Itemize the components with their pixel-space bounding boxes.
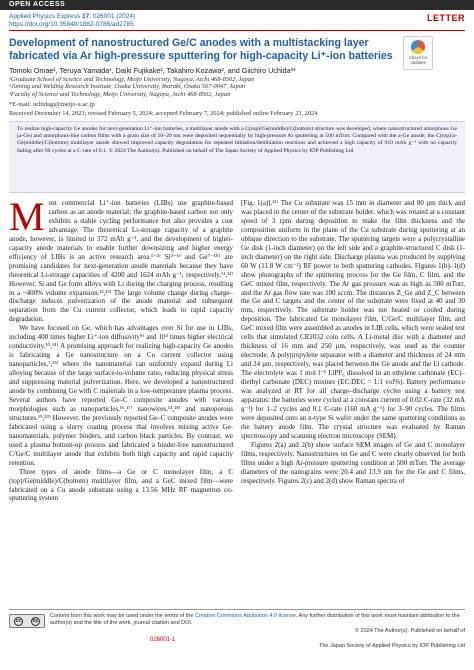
abstract-text: To realize high-capacity Ge anodes for next-generation Li⁺-ion batteries, a multilayer anode with a C(top)/Ge(middle)/C(bottom) structure was developed, where nanostructured amorphous Ge (a-Ge) and amorphous-like carbon films with a grain size of 10–20 nm were deposited sequentially by high-pressure Ar sputtering at 500 mTorr. Compared with the a-Ge anode, the C(top)/a-Ge(middle)/C(bottom) multilayer anode showed improved capacity degradation for repeated lithiation/delithiation reactions and achieved a high capacity of 910 mAh g⁻¹ with no capacity fading after 90 cycles at a C-rate of 0.1. © 2024 The Author(s). Published on behalf of The Japan Society of Applied Physics by IOP Publishing Ltd (17, 126, 457, 154)
journal-volume: 17 (81, 13, 90, 20)
license-text-end: . Any further distribution of this work must maintain attribution to the author(s) and the title of the work, journal citation and DOI. (50, 613, 460, 626)
corresponding-email[interactable]: *E-mail: uchidagi@meijo-u.ac.jp (9, 101, 95, 108)
publisher-notice: The Japan Society of Applied Physics by IOP Publishing Ltd (318, 643, 465, 649)
journal-name: Applied Physics Express (9, 13, 81, 20)
body-column-left (9, 199, 233, 599)
journal-citation[interactable] (9, 13, 135, 21)
by-attribution-icon: by (32, 617, 39, 624)
doi-link[interactable]: https://doi.org/10.35848/1882-0786/ad2785 (9, 21, 134, 28)
top-band (0, 0, 474, 10)
article-type: LETTER (427, 13, 465, 23)
body-paragraph: [Fig. 1(a)].²¹⁾ The Cu substrate was 15 mm in diameter and 80 μm thick and was placed in the center of the substrate holder, which was rotated at a constant speed of 3 rpm during deposition to make the film thickness and the composition uniform in the plane of the Cu substrate during sputtering at an oblique direction to the substrate. The sputtering targets were a polycrystalline Ge disk (1-inch diameter) on the left side and a graphite-structured C disk (1-inch diameter) on the right side. Discharge plasma was produced by supplying 60 W (11.8 W cm⁻²) RF power to both sputtering cathodes. Figures 1(b)–1(d) show photographs of the sputtering process for the Ge film, C film, and the GeC mixed film, respectively. The Ar gas pressure was as high as 500 mTorr, and the Ar gas flow rate was 100 sccm. The distances Z_Ge and Z_C between the Ge and C targets and the center of the substrate were fixed at 40 and 30 mm, respectively. The substrate holder was not heated or cooled during deposition. The fabricated Ge monolayer film, C/Ge/C multilayer film, and GeC mixed film were assembled as anodes in LIB cells, which were sealed test cells that simulated CR2032 coin cells. A Li-metal disc with a diameter and thickness of 16 mm and 250 μm, respectively, was used as the counter electrode. A polypropylene separator with a diameter and thickness of 24 mm and 24 μm, respectively, was placed between the Ge anode and the Li cathode. The electrolyte was 1 mol l⁻¹ LiPF₆ dissolved in an ethylene carbonate (EC)–diethyl carbonate (DEC) mixture (EC:DEC = 1:1 vol%). Battery performance was analyzed at RT for all charge–discharge cycles using a battery test apparatus; the batteries were cycled at a constant current of 0.02 C-rate (32 mA g⁻¹) for 1–2 cycles and 0.1 C-rate (160 mA g⁻¹) for 3–90 cycles. The films were deposited onto an n-type Si wafer under the same sputtering conditions as the battery anode film. The crystal structure was evaluated by Raman spectroscopy and scanning electron microscopy (SEM). (241, 199, 465, 440)
cc-license-badge[interactable] (9, 614, 45, 628)
body-paragraph (9, 199, 233, 324)
check-updates-label: Check for updates (408, 55, 428, 65)
abstract (9, 121, 465, 193)
affiliation-2: ²Joining and Welding Research Institute, Osaka University, Ibaraki, Osaka 567-0047, Japan (9, 83, 246, 90)
author-list: Tomoki Omae¹, Teruya Yamada¹, Daiki Fujikake¹, Takahiro Kozawa², and Giichiro Uchida³* (9, 66, 296, 75)
check-for-updates-button[interactable] (403, 36, 433, 70)
publication-dates: Received December 14, 2023; revised February 5, 2024; accepted February 7, 2024; published online February 23, 2024 (9, 110, 318, 117)
paragraph-text: ost commercial Li⁺-ion batteries (LIBs) use graphite-based carbon as an anode material; the graphite-based carbon not only exhibits a stable cycling performance but also provides a cost advantage. The theoretical Li-storage capacity of a graphite anode, however, is limited to 372 mAh g⁻¹, and the development of higher-capacity anode materials to enable further downsizing and higher energy efficiency of LIBs is an active research area.¹⁻²⁾ Si³⁻⁶⁾ and Ge⁷⁻¹⁰⁾ are promising candidates for next-generation anode materials because they have theoretical Li-storage capacities of 4200 and 1624 mAh g⁻¹, respectively.¹¹,¹²⁾ However, Si and Ge form alloys with Li during the charging process, resulting in a ~400% volume expansion.¹²,¹³⁾ The large volume change during charge–discharge induces pulverization of the anode material and subsequent separation from the Cu current collector, which leads to rapid capacity degradation. (9, 199, 233, 324)
license-link[interactable]: Creative Commons Attribution 4.0 license (194, 613, 296, 619)
affiliation-1: ¹Graduate School of Science and Technology, Meijo University, Nagoya, Aichi 468-8502, Japan (9, 76, 255, 83)
journal-suffix: , 026001 (2024) (89, 13, 136, 20)
page-number: 026001-1 (150, 637, 176, 643)
license-text: Content from this work may be used under the terms of the (50, 613, 195, 619)
drop-cap: M (9, 199, 45, 239)
body-paragraph: Three types of anode films—a Ge or C monolayer film, a C (top)/Ge(middle)/C(bottom) multilayer film, and a GeC mixed film—were fabricated on a Cu anode substrate using a 13.56 MHz RF magnetron co-sputtering system (9, 467, 233, 503)
cc-icon: cc (15, 617, 22, 624)
copyright-notice: © 2024 The Author(s). Published on behalf of (354, 628, 465, 634)
footer-divider (9, 609, 465, 610)
license-statement (50, 613, 465, 627)
body-paragraph: We have focused on Ge, which has advantages over Si for use in LIBs, including 400 times higher Li⁺-ion diffusivity⁹⁾ and 10⁴ times higher electrical conductivity.¹⁰,¹⁴⁾ A promising approach for realizing high-capacity Ge anodes is fabricating a Ge nanostructure on a Cu current collector using nanoparticles,⁷,¹⁵⁾ where the nanomaterial can uniformly expand during Li alloying because of the large surface-to-volume ratio, reducing physical stress and suppressing material pulverization. Here, we developed a nanostructured anode by combining Ge with C materials in a low-temperature plasma process. Several authors have reported Ge–C composite anodes with various morphologies such as nanoparticles,¹⁶,¹⁷⁾ nanowires,¹⁴,¹⁸⁾ and nanoporous structures.¹⁹,²⁰⁾ However, the previously reported Ge–C composite anodes were fabricated using a slurry coating process that involves mixing active Ge-nanomaterials, polymer binders, and carbon black particles. By contrast, we used a plasma bottom-up process and fabricated a binder-free nanostructured C/Ge/C multilayer anode that exhibits both high capacity and rapid capacity retention. (9, 324, 233, 467)
open-access-label: OPEN ACCESS (9, 1, 66, 8)
check-updates-icon (411, 40, 425, 54)
header-divider (9, 30, 465, 31)
body-paragraph: Figures 2(a) and 2(b) show surface SEM images of Ge and C monolayer films, respectively. Nanostructures on Ge and C were clearly observed for both films under a high Ar-pressure sputtering condition at 500 mTorr. The average diameters of the nanograins were 20.4 and 13.9 nm for the Ge and C films, respectively. Figures 2(c) and 2(d) show Raman spectra of (241, 440, 465, 485)
body-column-right (241, 199, 465, 599)
article-title: Development of nanostructured Ge/C anodes with a multistacking layer fabricated via Ar high-pressure sputtering for high-capacity Li⁺-ion batteries (9, 37, 393, 62)
affiliation-3: ³Faculty of Science and Technology, Meijo University, Nagoya, Aichi 468-8502, Japan (9, 91, 231, 98)
